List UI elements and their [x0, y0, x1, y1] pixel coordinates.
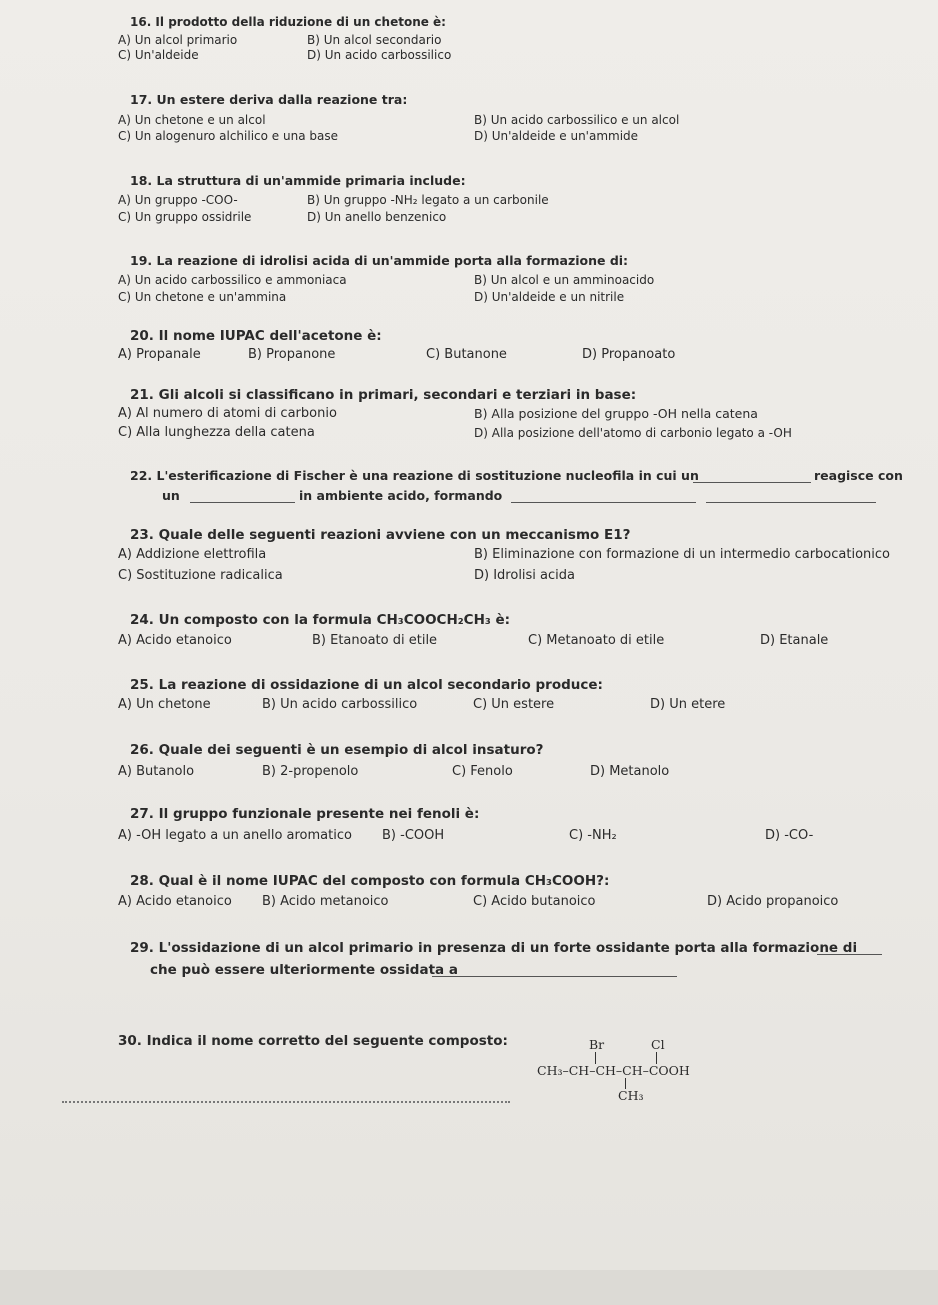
- q25-option-d[interactable]: D) Un etere: [650, 697, 726, 712]
- q29-line1: 29. L'ossidazione di un alcol primario in presenza di un forte ossidante porta alla formazione di: [130, 940, 858, 956]
- q28-option-d[interactable]: D) Acido propanoico: [707, 894, 839, 909]
- q22-line1: 22. L'esterificazione di Fischer è una reazione di sostituzione nucleofila in cui un: [130, 468, 699, 483]
- q27-option-d[interactable]: D) -CO-: [765, 828, 814, 843]
- q24-stem: 24. Un composto con la formula CH₃COOCH₂CH₃ è:: [130, 612, 511, 628]
- methyl-label: CH₃: [618, 1088, 644, 1103]
- q29-blank-2[interactable]: [432, 976, 677, 977]
- q18-option-b[interactable]: B) Un gruppo -NH₂ legato a un carbonile: [307, 193, 549, 207]
- q23-stem: 23. Quale delle seguenti reazioni avviene con un meccanismo E1?: [130, 527, 631, 543]
- q19-option-c[interactable]: C) Un chetone e un'ammina: [118, 290, 287, 304]
- q22-line2-start: un: [162, 488, 180, 503]
- q24-option-d[interactable]: D) Etanale: [760, 633, 829, 648]
- q28-option-a[interactable]: A) Acido etanoico: [118, 894, 232, 909]
- q17-option-c[interactable]: C) Un alogenuro alchilico e una base: [118, 129, 338, 143]
- q18-option-a[interactable]: A) Un gruppo -COO-: [118, 193, 238, 207]
- q24-option-c[interactable]: C) Metanoato di etile: [528, 633, 665, 648]
- q25-option-c[interactable]: C) Un estere: [473, 697, 555, 712]
- q20-option-b[interactable]: B) Propanone: [248, 347, 336, 362]
- q19-stem: 19. La reazione di idrolisi acida di un'ammide porta alla formazione di:: [130, 253, 629, 268]
- q22-line2-mid: in ambiente acido, formando: [299, 488, 503, 503]
- q16-stem: 16. Il prodotto della riduzione di un chetone è:: [130, 15, 446, 29]
- q26-option-d[interactable]: D) Metanolo: [590, 764, 670, 779]
- q30-stem: 30. Indica il nome corretto del seguente composto:: [118, 1033, 508, 1049]
- q17-option-a[interactable]: A) Un chetone e un alcol: [118, 113, 266, 127]
- q18-option-c[interactable]: C) Un gruppo ossidrile: [118, 210, 252, 224]
- q19-option-b[interactable]: B) Un alcol e un amminoacido: [474, 273, 655, 287]
- q20-option-d[interactable]: D) Propanoato: [582, 347, 676, 362]
- q24-option-b[interactable]: B) Etanoato di etile: [312, 633, 438, 648]
- q24-option-a[interactable]: A) Acido etanoico: [118, 633, 232, 648]
- q27-option-b[interactable]: B) -COOH: [382, 828, 445, 843]
- q21-stem: 21. Gli alcoli si classificano in primari, secondari e terziari in base:: [130, 387, 637, 403]
- q18-stem: 18. La struttura di un'ammide primaria include:: [130, 173, 466, 188]
- q26-stem: 26. Quale dei seguenti è un esempio di alcol insaturo?: [130, 742, 544, 758]
- q30-answer-line[interactable]: [62, 1101, 510, 1103]
- q23-option-c[interactable]: C) Sostituzione radicalica: [118, 568, 283, 583]
- q23-option-b[interactable]: B) Eliminazione con formazione di un intermedio carbocationico: [474, 547, 890, 562]
- q16-option-a[interactable]: A) Un alcol primario: [118, 33, 238, 47]
- q19-option-d[interactable]: D) Un'aldeide e un nitrile: [474, 290, 625, 304]
- chlorine-label: Cl: [651, 1037, 665, 1052]
- q20-stem: 20. Il nome IUPAC dell'acetone è:: [130, 328, 382, 344]
- q17-option-b[interactable]: B) Un acido carbossilico e un alcol: [474, 113, 680, 127]
- q16-option-b[interactable]: B) Un alcol secondario: [307, 33, 442, 47]
- q20-option-a[interactable]: A) Propanale: [118, 347, 201, 362]
- q26-option-c[interactable]: C) Fenolo: [452, 764, 513, 779]
- q22-blank-4[interactable]: [706, 502, 876, 503]
- q26-option-a[interactable]: A) Butanolo: [118, 764, 195, 779]
- q22-blank-3[interactable]: [511, 502, 696, 503]
- q25-option-a[interactable]: A) Un chetone: [118, 697, 211, 712]
- q22-blank-1[interactable]: [693, 482, 811, 483]
- q27-option-c[interactable]: C) -NH₂: [569, 828, 617, 843]
- main-chain: CH₃–CH–CH–CH–COOH: [537, 1063, 690, 1078]
- q23-option-a[interactable]: A) Addizione elettrofila: [118, 547, 267, 562]
- q20-option-c[interactable]: C) Butanone: [426, 347, 507, 362]
- q26-option-b[interactable]: B) 2-propenolo: [262, 764, 359, 779]
- q21-option-c[interactable]: C) Alla lunghezza della catena: [118, 425, 315, 440]
- q29-line2: che può essere ulteriormente ossidata a: [150, 962, 458, 978]
- q16-option-d[interactable]: D) Un acido carbossilico: [307, 48, 452, 62]
- q21-option-d[interactable]: D) Alla posizione dell'atomo di carbonio legato a -OH: [474, 426, 792, 440]
- q22-line1-end: reagisce con: [814, 468, 903, 483]
- page-background-band: [0, 1270, 938, 1305]
- bromine-label: Br: [589, 1037, 605, 1052]
- q28-option-b[interactable]: B) Acido metanoico: [262, 894, 389, 909]
- q27-stem: 27. Il gruppo funzionale presente nei fenoli è:: [130, 806, 480, 822]
- q25-option-b[interactable]: B) Un acido carbossilico: [262, 697, 418, 712]
- q18-option-d[interactable]: D) Un anello benzenico: [307, 210, 447, 224]
- q22-blank-2[interactable]: [190, 502, 295, 503]
- q29-blank-1[interactable]: [817, 954, 882, 955]
- q25-stem: 25. La reazione di ossidazione di un alcol secondario produce:: [130, 677, 603, 693]
- q27-option-a[interactable]: A) -OH legato a un anello aromatico: [118, 828, 352, 843]
- q21-option-a[interactable]: A) Al numero di atomi di carbonio: [118, 406, 337, 421]
- q28-option-c[interactable]: C) Acido butanoico: [473, 894, 596, 909]
- q28-stem: 28. Qual è il nome IUPAC del composto con formula CH₃COOH?:: [130, 873, 610, 889]
- q21-option-b[interactable]: B) Alla posizione del gruppo -OH nella catena: [474, 406, 758, 421]
- q16-option-c[interactable]: C) Un'aldeide: [118, 48, 199, 62]
- q17-option-d[interactable]: D) Un'aldeide e un'ammide: [474, 129, 639, 143]
- q19-option-a[interactable]: A) Un acido carbossilico e ammoniaca: [118, 273, 347, 287]
- q17-stem: 17. Un estere deriva dalla reazione tra:: [130, 92, 408, 107]
- q23-option-d[interactable]: D) Idrolisi acida: [474, 568, 575, 583]
